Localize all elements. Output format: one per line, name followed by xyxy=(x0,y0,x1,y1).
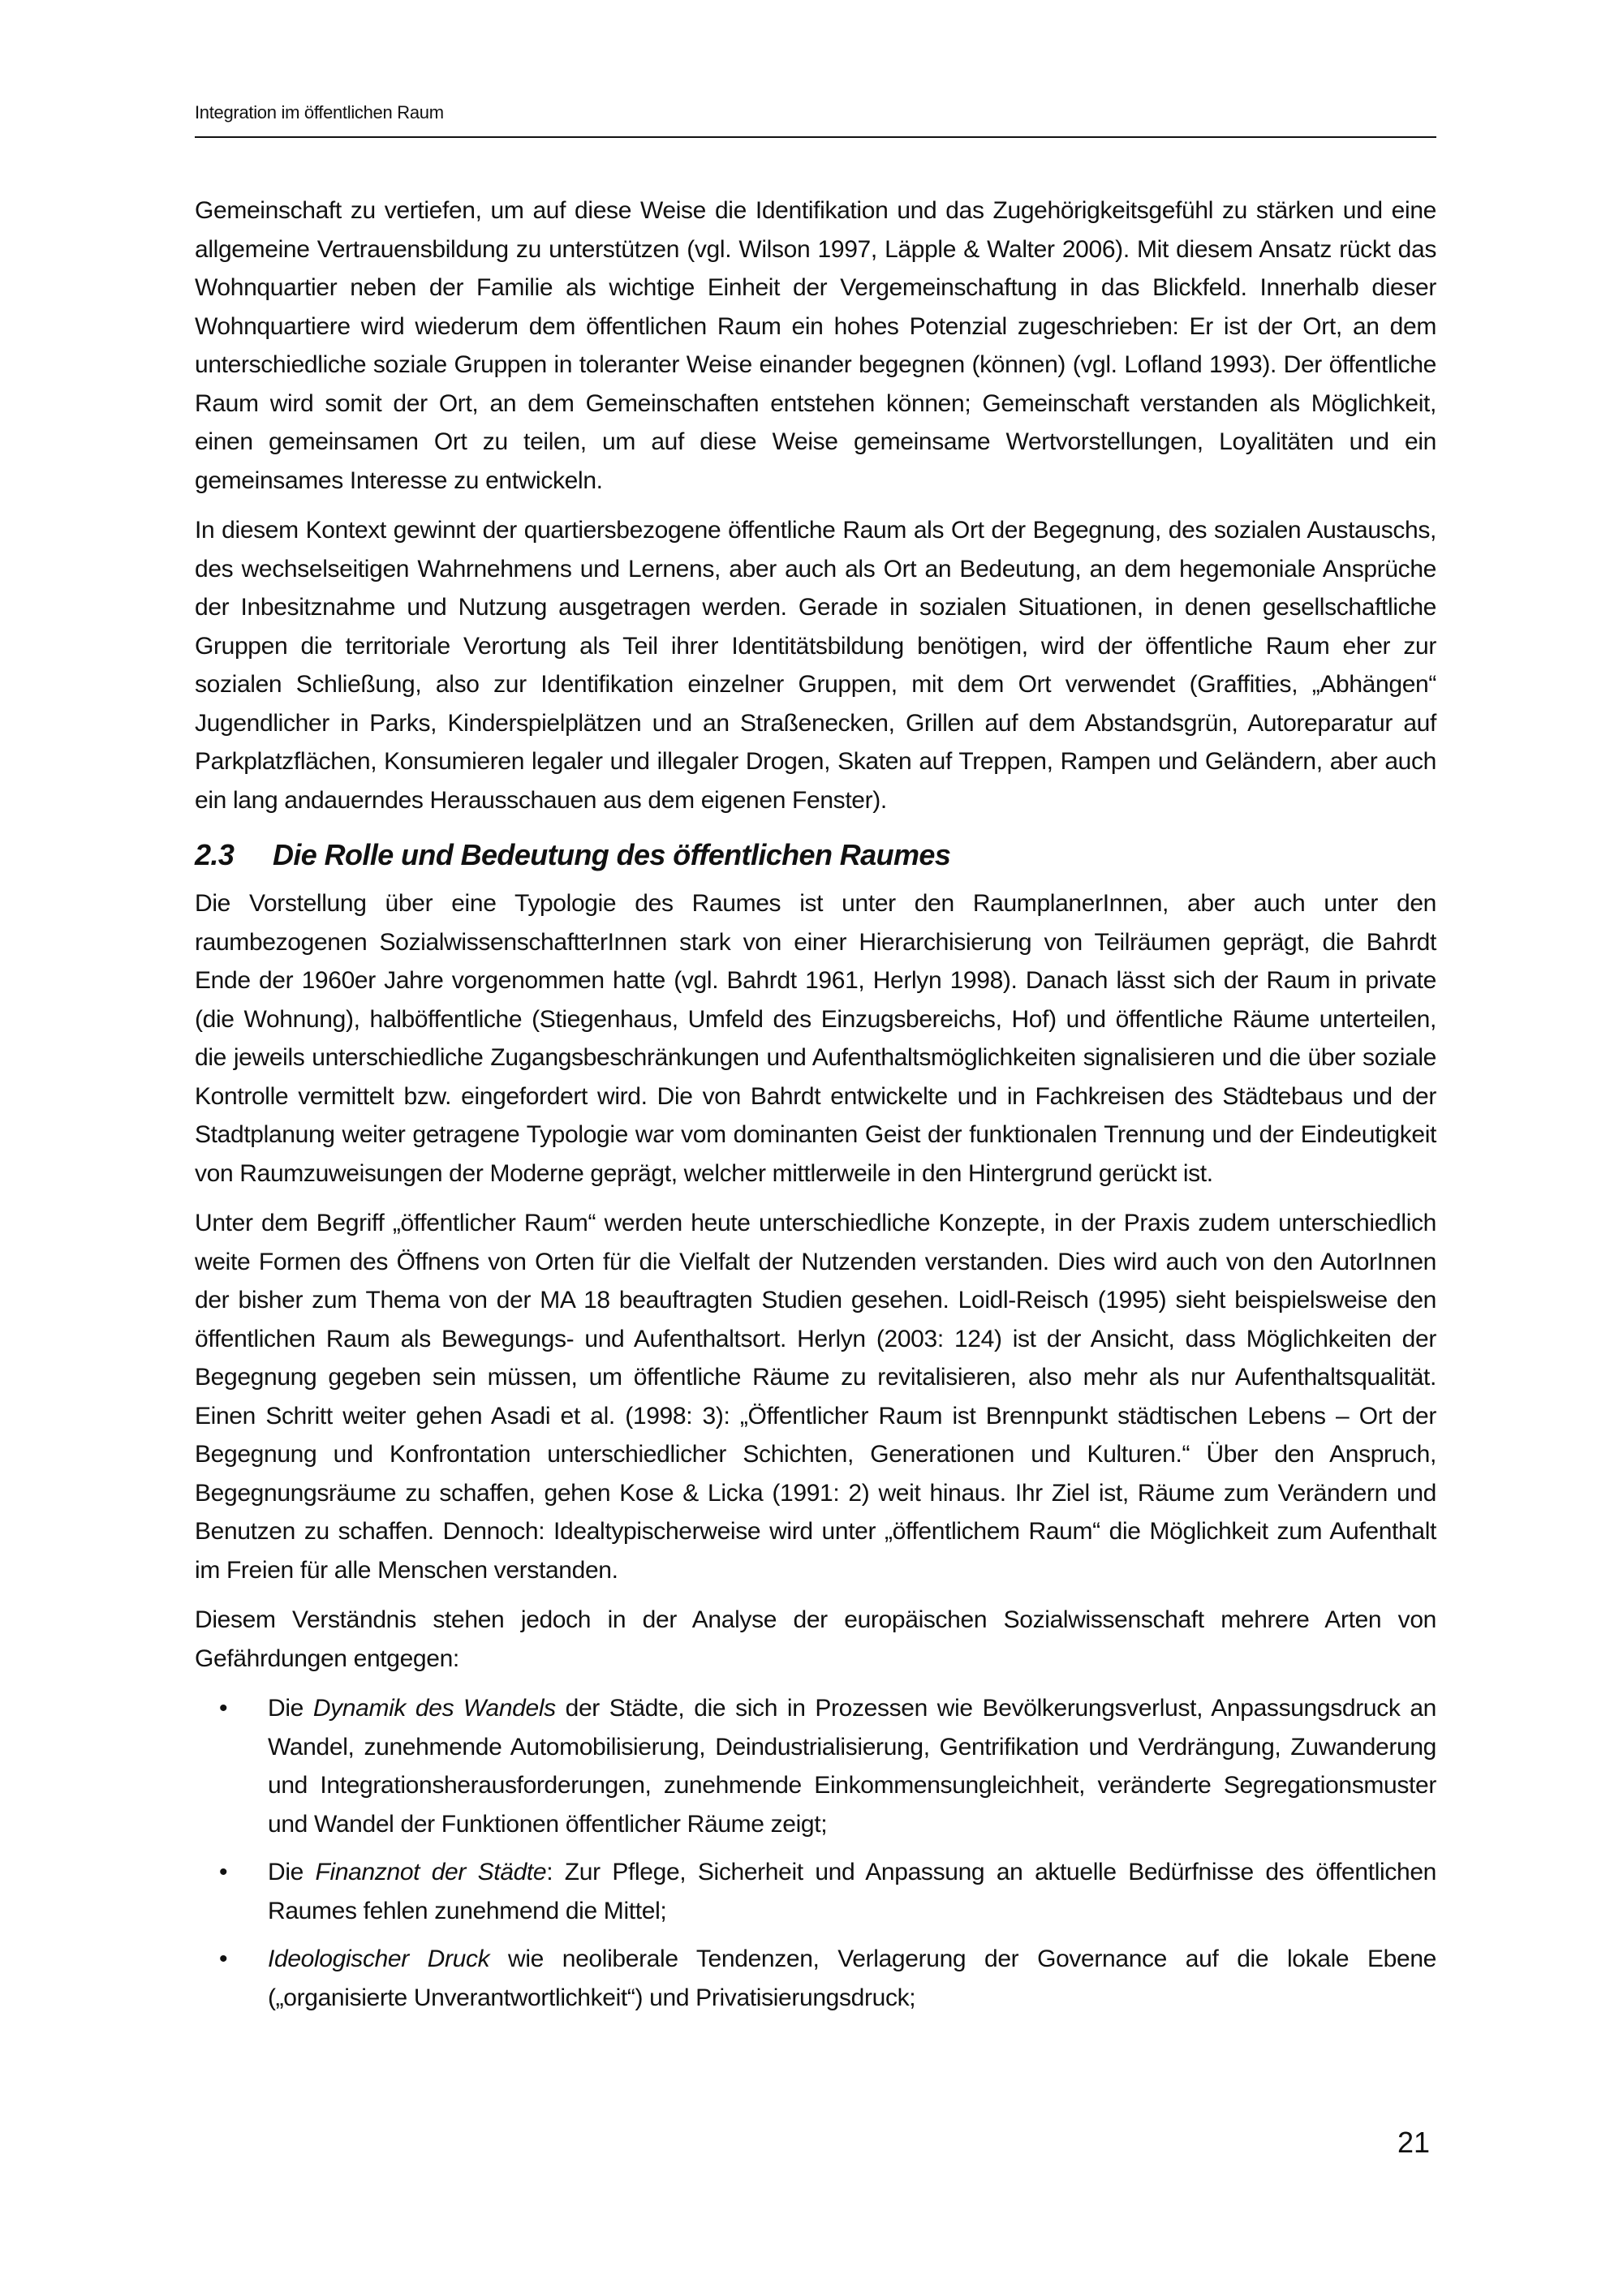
bullet-list xyxy=(195,1689,1436,2017)
bullet-icon: • xyxy=(219,1695,228,1722)
list-item-text: wie neoliberale Tendenzen, Verlagerung der Governance auf die lokale Ebene („organisierte Unverantwortlichkeit“) und Privatisierungsdruck; xyxy=(268,1946,1436,2011)
list-item-emphasis: Finanznot der Städte xyxy=(315,1859,547,1885)
paragraph-3: Die Vorstellung über eine Typologie des Raumes ist unter den RaumplanerInnen, aber auch unter den raumbezogenen SozialwissenschaftterInnen stark von einer Hierarchisierung von Teilräumen geprägt, die Bahrdt Ende der 1960er Jahre vorgenommen hatte (vgl. Bahrdt 1961, Herlyn 1998). Danach lässt sich der Raum in private (die Wohnung), halböffentliche (Stiegenhaus, Umfeld des Einzugsbereichs, Hof) und öffentliche Räume unterteilen, die jeweils unterschiedliche Zugangsbeschränkungen und Aufenthaltsmöglichkeiten signalisieren und die über soziale Kontrolle vermittelt bzw. eingefordert wird. Die von Bahrdt entwickelte und in Fachkreisen des Städtebaus und der Stadtplanung weiter getragene Typologie war vom dominanten Geist der funktionalen Trennung und der Eindeutigkeit von Raumzuweisungen der Moderne geprägt, welcher mittlerweile in den Hintergrund gerückt ist. xyxy=(195,890,1436,1187)
page-body xyxy=(195,191,1436,2027)
list-item-text: der Städte, die sich in Prozessen wie Bevölkerungsverlust, Anpassungsdruck an Wandel, zunehmende Automobilisierung, Deindustrialisierung, Gentrifikation und Verdrängung, Zuwanderung und Integrationsherausforderungen, zunehmende Einkommensungleichheit, veränderte Segregationsmuster und Wandel der Funktionen öffentlicher Räume zeigt; xyxy=(268,1695,1437,1838)
list-item xyxy=(195,1940,1436,2017)
header-rule xyxy=(195,136,1436,138)
list-item-prefix: Die xyxy=(268,1859,316,1885)
section-heading xyxy=(195,836,1436,875)
list-item-prefix: Die xyxy=(268,1695,313,1722)
list-item-text: : Zur Pflege, Sicherheit und Anpassung an aktuelle Bedürfnisse des öffentlichen Raumes fehlen zunehmend die Mittel; xyxy=(268,1859,1436,1924)
list-item-emphasis: Ideologischer Druck xyxy=(268,1946,490,1972)
running-header: Integration im öffentlichen Raum xyxy=(195,102,444,123)
bullet-icon: • xyxy=(219,1946,228,1972)
paragraph-1: Gemeinschaft zu vertiefen, um auf diese Weise die Identifikation und das Zugehörigkeitsgefühl zu stärken und eine allgemeine Vertrauensbildung zu unterstützen (vgl. Wilson 1997, Läpple & Walter 2006). Mit diesem Ansatz rückt das Wohnquartier neben der Familie als wichtige Einheit der Vergemeinschaftung in das Blickfeld. Innerhalb dieser Wohnquartiere wird wiederum dem öffentlichen Raum ein hohes Potenzial zugeschrieben: Er ist der Ort, an dem unterschiedliche soziale Gruppen in toleranter Weise einander begegnen (können) (vgl. Lofland 1993). Der öffentliche Raum wird somit der Ort, an dem Gemeinschaften entstehen können; Gemeinschaft verstanden als Möglichkeit, einen gemeinsamen Ort zu teilen, um auf diese Weise gemeinsame Wertvorstellungen, Loyalitäten und ein gemeinsames Interesse zu entwickeln. xyxy=(195,197,1436,494)
bullet-icon: • xyxy=(219,1859,228,1885)
paragraph-2: In diesem Kontext gewinnt der quartiersbezogene öffentliche Raum als Ort der Begegnung, des sozialen Austauschs, des wechselseitigen Wahrnehmens und Lernens, aber auch als Ort an Bedeutung, an dem hegemoniale Ansprüche der Inbesitznahme und Nutzung ausgetragen werden. Gerade in sozialen Situationen, in denen gesellschaftliche Gruppen die territoriale Verortung als Teil ihrer Identitätsbildung benötigen, wird der öffentliche Raum eher zur sozialen Schließung, also zur Identifikation einzelner Gruppen, mit dem Ort verwendet (Graffities, „Abhängen“ Jugendlicher in Parks, Kinderspielplätzen und an Straßenecken, Grillen auf dem Abstandsgrün, Autoreparatur auf Parkplatzflächen, Konsumieren legaler und illegaler Drogen, Skaten auf Treppen, Rampen und Geländern, aber auch ein lang andauerndes Herausschauen aus dem eigenen Fenster). xyxy=(195,517,1436,814)
page-number: 21 xyxy=(1397,2126,1431,2159)
paragraph-4: Unter dem Begriff „öffentlicher Raum“ werden heute unterschiedliche Konzepte, in der Praxis zudem unterschiedlich weite Formen des Öffnens von Orten für die Vielfalt der Nutzenden verstanden. Dies wird auch von den AutorInnen der bisher zum Thema von der MA 18 beauftragten Studien gesehen. Loidl-Reisch (1995) sieht beispielsweise den öffentlichen Raum als Bewegungs- und Aufenthaltsort. Herlyn (2003: 124) ist der Ansicht, dass Möglichkeiten der Begegnung gegeben sein müssen, um öffentliche Räume zu revitalisieren, also mehr als nur Aufenthaltsqualität. Einen Schritt weiter gehen Asadi et al. (1998: 3): „Öffentlicher Raum ist Brennpunkt städtischen Lebens – Ort der Begegnung und Konfrontation unterschiedlicher Schichten, Generationen und Kulturen.“ Über den Anspruch, Begegnungsräume zu schaffen, gehen Kose & Licka (1991: 2) weit hinaus. Ihr Ziel ist, Räume zum Verändern und Benutzen zu schaffen. Dennoch: Idealtypischerweise wird unter „öffentlichem Raum“ die Möglichkeit zum Aufenthalt im Freien für alle Menschen verstanden. xyxy=(195,1210,1436,1584)
paragraph-5: Diesem Verständnis stehen jedoch in der Analyse der europäischen Sozialwissenschaft mehrere Arten von Gefährdungen entgegen: xyxy=(195,1606,1436,1672)
list-item xyxy=(195,1853,1436,1930)
list-item-emphasis: Dynamik des Wandels xyxy=(312,1695,556,1722)
section-number: 2.3 xyxy=(195,838,235,871)
list-item xyxy=(195,1689,1436,1843)
section-title: Die Rolle und Bedeutung des öffentlichen Raumes xyxy=(273,838,951,871)
